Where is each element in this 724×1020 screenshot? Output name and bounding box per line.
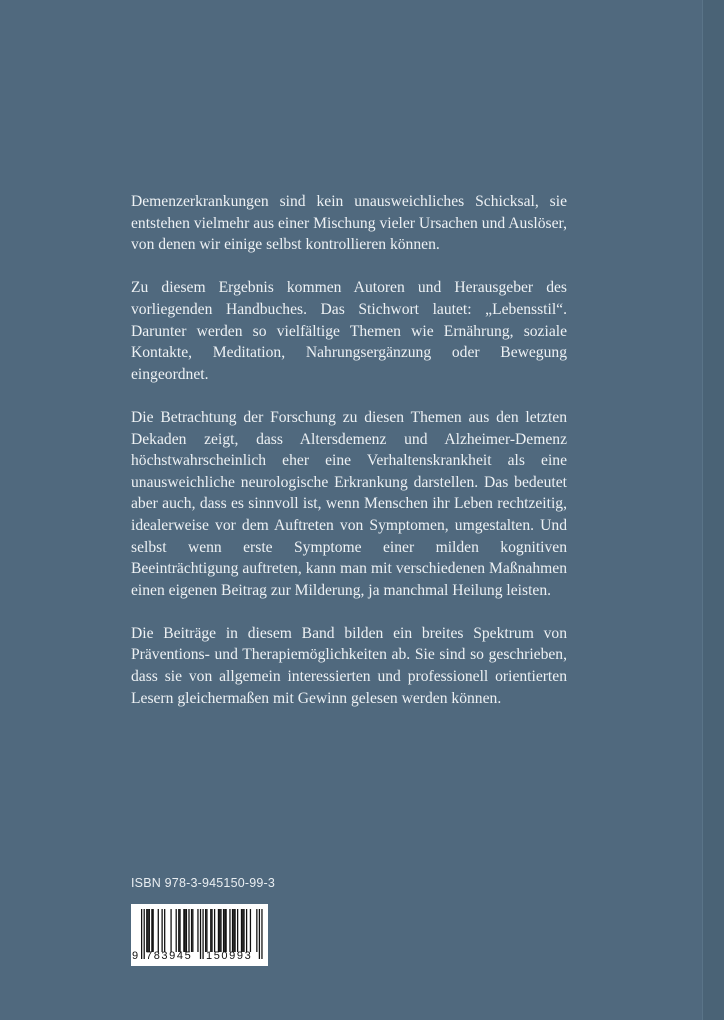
barcode-bar bbox=[214, 909, 215, 952]
barcode-bar bbox=[241, 909, 242, 952]
barcode-bar bbox=[178, 909, 179, 952]
barcode-bar bbox=[151, 909, 152, 952]
barcode-bar bbox=[243, 909, 244, 952]
barcode-bar bbox=[237, 909, 238, 952]
barcode-bar bbox=[250, 909, 251, 952]
barcode-bar bbox=[186, 909, 187, 952]
barcode-bar bbox=[176, 909, 177, 952]
barcode-bar bbox=[232, 909, 233, 952]
blurb-text bbox=[131, 191, 567, 731]
barcode-bar bbox=[197, 909, 198, 952]
barcode-bar bbox=[218, 909, 219, 952]
barcode-bar bbox=[147, 909, 148, 952]
barcode-bar bbox=[161, 909, 162, 952]
barcode-bar bbox=[259, 909, 260, 959]
barcode-bar bbox=[242, 909, 243, 952]
blurb-paragraph-2: Zu diesem Ergebnis kommen Autoren und Herausgeber des vorliegenden Handbuches. Das Stichwort lautet: „Lebensstil“. Darunter werden so vielfältige Themen wie Ernährung, soziale Kontakte, Meditation, Nahrungsergänzung oder Bewegung eingeordnet. bbox=[131, 279, 567, 383]
barcode-bar bbox=[261, 909, 262, 959]
barcode-bar bbox=[229, 909, 230, 952]
barcode-bar bbox=[200, 909, 201, 959]
barcode-bar bbox=[256, 909, 257, 952]
barcode-bar bbox=[164, 909, 165, 952]
barcode-bar bbox=[141, 909, 142, 959]
barcode-bar bbox=[223, 909, 224, 952]
barcode-bar bbox=[210, 909, 211, 952]
blurb-paragraph-1: Demenzerkrankungen sind kein unausweichliches Schicksal, sie entstehen vielmehr aus einer Mischung vieler Ursachen und Auslöser, von denen wir einige selbst kontrollieren können. bbox=[131, 193, 567, 254]
barcode-bar bbox=[202, 909, 203, 959]
blurb-paragraph-4: Die Beiträge in diesem Band bilden ein breites Spektrum von Präventions- und Therapiemöglichkeiten ab. Sie sind so geschrieben, dass sie von allgemein interessierten und professionell orientierten Lesern gleichermaßen mit Gewinn gelesen werden können. bbox=[131, 624, 567, 707]
barcode-bar bbox=[183, 909, 184, 952]
barcode-lead-digit: 9 bbox=[132, 950, 139, 962]
barcode-bar bbox=[192, 909, 193, 952]
barcode-bar bbox=[206, 909, 207, 952]
barcode bbox=[131, 904, 268, 966]
barcode-bar bbox=[179, 909, 180, 952]
barcode-bar bbox=[191, 909, 192, 952]
barcode-bar bbox=[144, 909, 145, 959]
barcode-bar bbox=[205, 909, 206, 952]
spine-edge bbox=[702, 0, 724, 1020]
barcode-bar bbox=[219, 909, 220, 952]
barcode-bar bbox=[146, 909, 147, 952]
barcode-bar bbox=[224, 909, 225, 952]
barcode-bar bbox=[153, 909, 154, 952]
barcode-bar bbox=[158, 909, 159, 952]
barcode-bar bbox=[185, 909, 186, 952]
barcode-right-digits: 150993 bbox=[206, 950, 253, 962]
barcode-left-digits: 783945 bbox=[146, 950, 193, 962]
barcode-bar bbox=[225, 909, 226, 952]
barcode-bar bbox=[149, 909, 150, 952]
barcode-bar bbox=[188, 909, 189, 952]
isbn-label: ISBN 978-3-945150-99-3 bbox=[131, 876, 276, 890]
barcode-bar bbox=[246, 909, 247, 952]
blurb-paragraph-3: Die Betrachtung der Forschung zu diesen Themen aus den letzten Dekaden zeigt, dass Altersdemenz und Alzheimer-Demenz höchstwahrscheinlich eher eine Verhaltenskrankheit als eine unausweichliche neurologische Erkrankung darstellen. Das bedeutet aber auch, dass es sinnvoll ist, wenn Menschen ihr Leben rechtzeitig, idealerweise vor dem Auftreten von Symptomen, umgestalten. Und selbst wenn erste Symptome einer milden kognitiven Beeinträchtigung auftreten, kann man mit verschiedenen Maßnahmen einen eigenen Beitrag zur Milderung, ja manchmal Heilung leisten. bbox=[131, 408, 567, 599]
barcode-bar bbox=[220, 909, 221, 952]
barcode-bar bbox=[234, 909, 235, 952]
barcode-bar bbox=[170, 909, 171, 952]
barcode-bar bbox=[211, 909, 212, 952]
barcode-bar bbox=[233, 909, 234, 952]
